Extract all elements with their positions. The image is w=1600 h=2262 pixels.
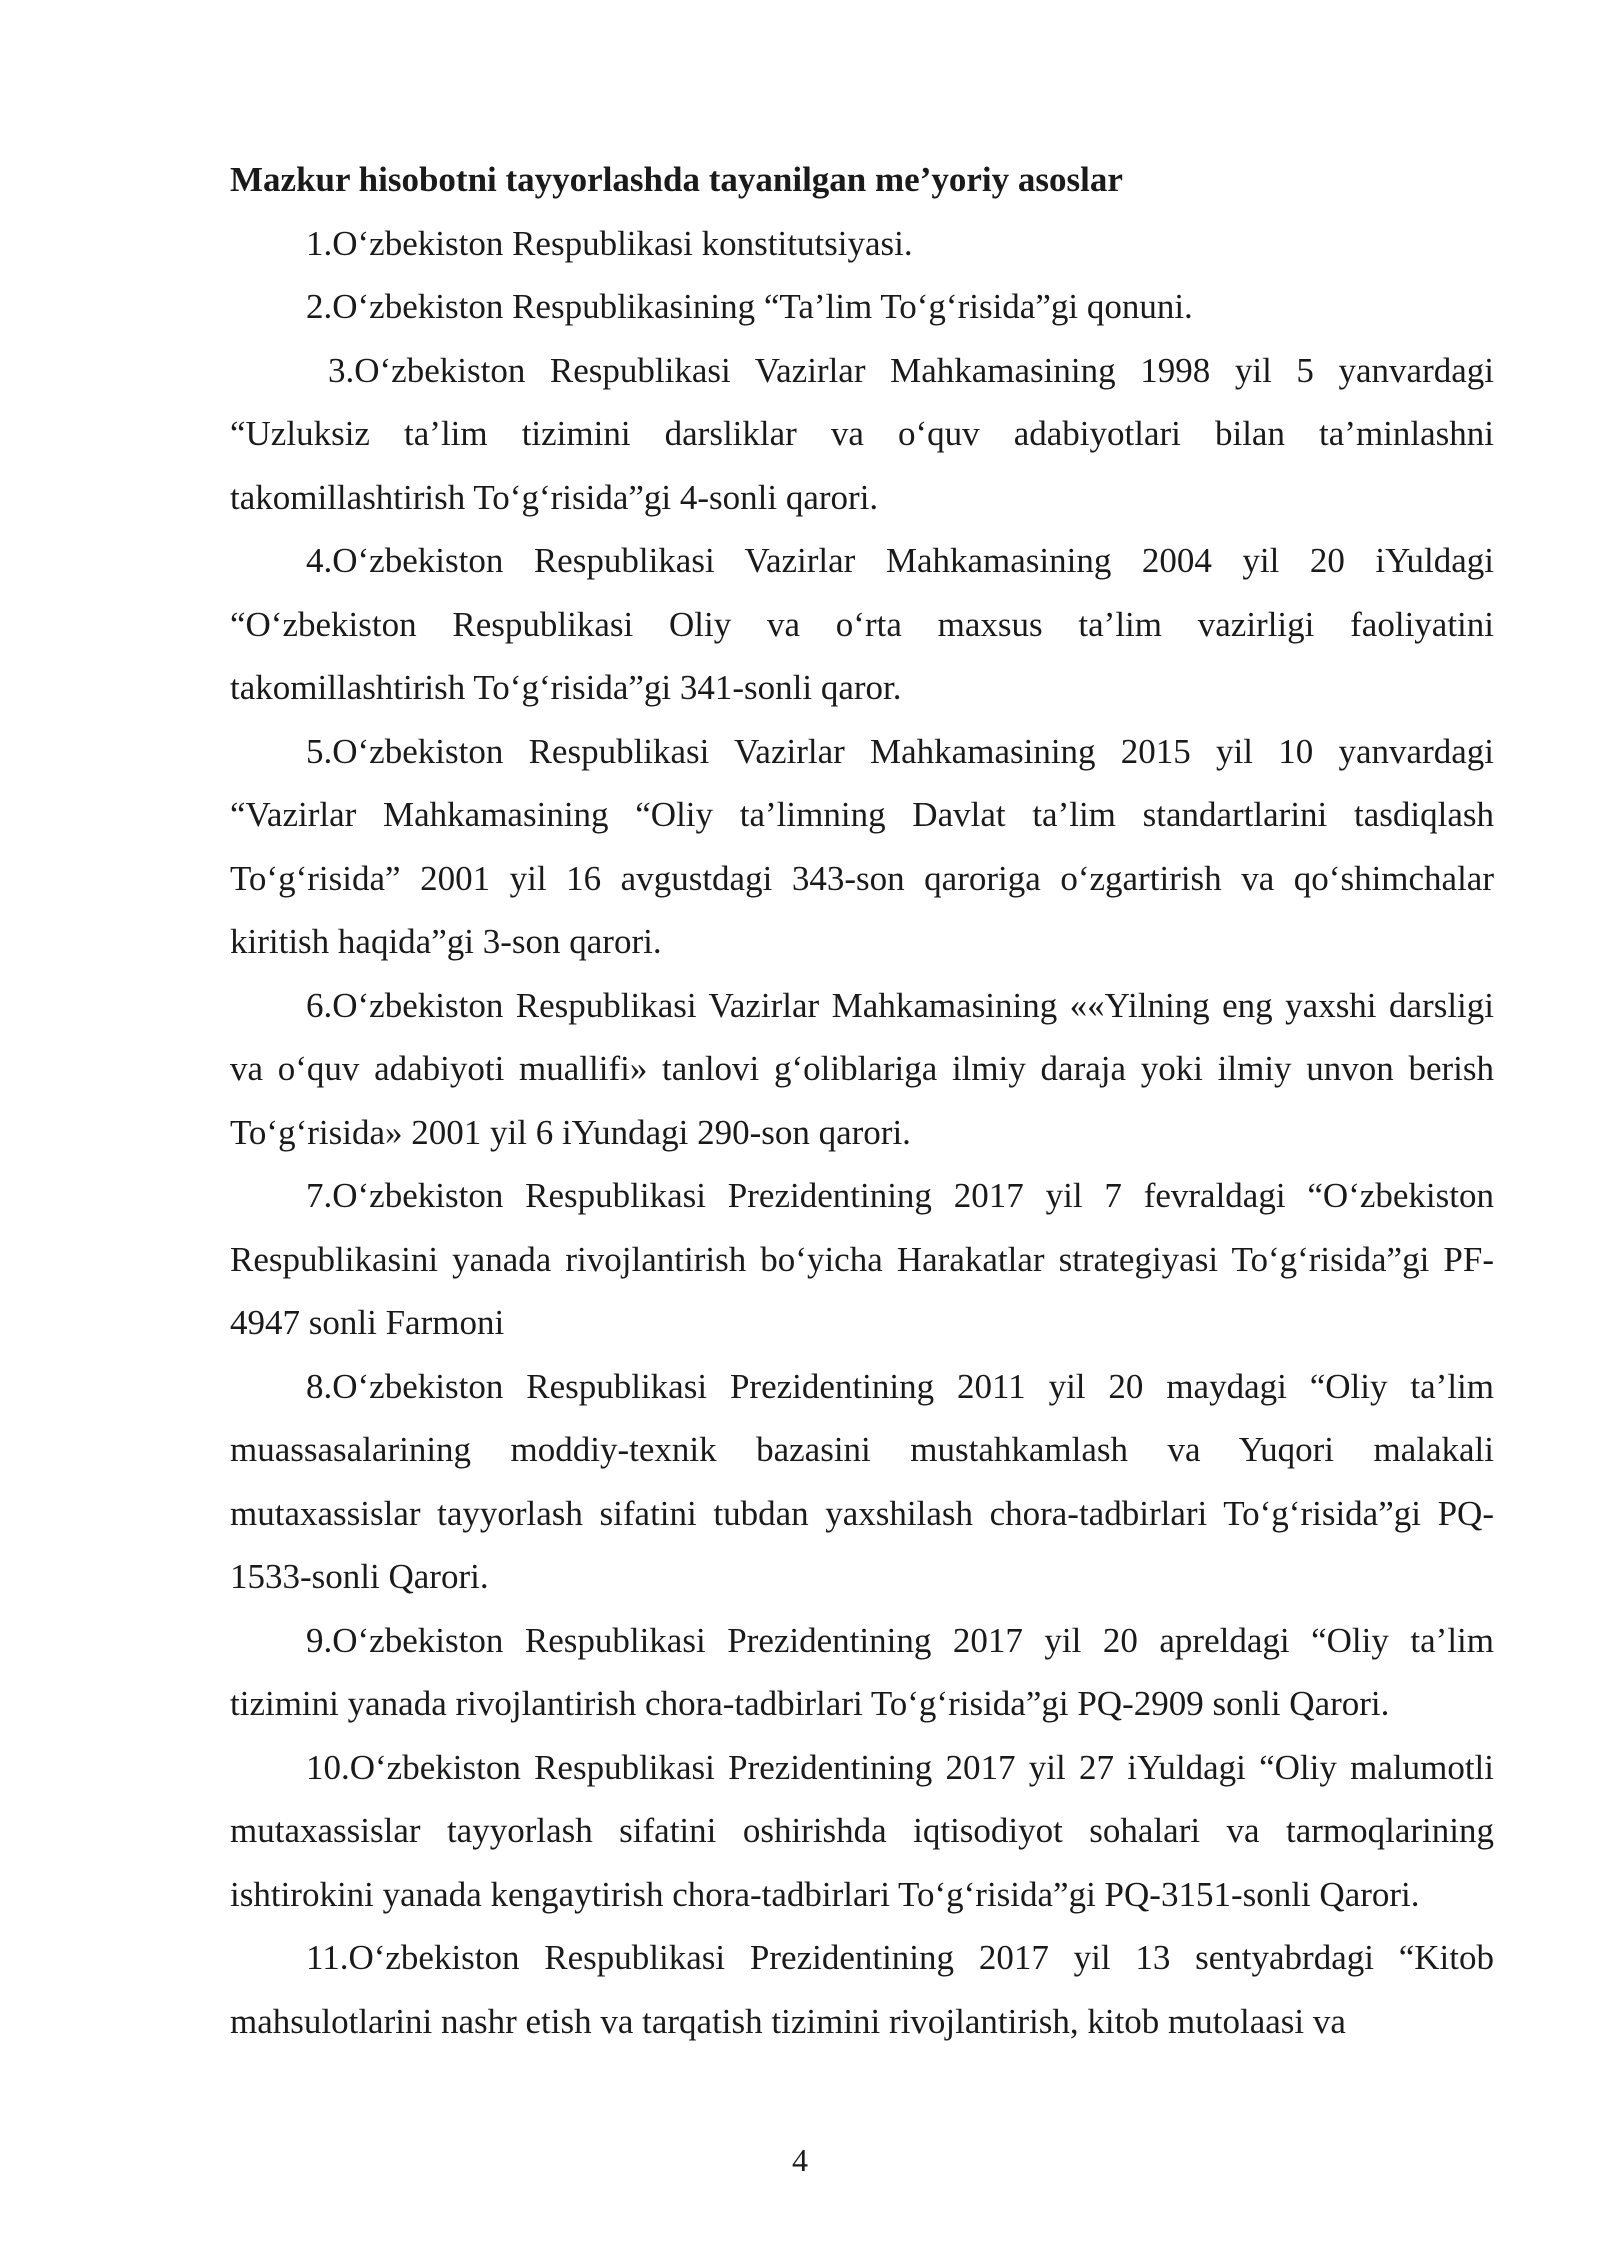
document-page xyxy=(230,148,1494,2053)
list-item-9: 9.O‘zbekiston Respublikasi Prezidentining 2017 yil 20 apreldagi “Oliy ta’lim tizimini yanada rivojlantirish chora-tadbirlari To‘g‘risida”gi PQ-2909 sonli Qarori. xyxy=(230,1620,1494,1723)
list-item-7: 7.O‘zbekiston Respublikasi Prezidentining 2017 yil 7 fevraldagi “O‘zbekiston Respublikasini yanada rivojlantirish bo‘yicha Harakatlar strategiyasi To‘g‘risida”gi PF-4947 sonli Farmoni xyxy=(230,1176,1494,1342)
page-heading: Mazkur hisobotni tayyorlashda tayanilgan me’yoriy asoslar xyxy=(230,160,1123,199)
list-item-3: 3.O‘zbekiston Respublikasi Vazirlar Mahkamasining 1998 yil 5 yanvardagi “Uzluksiz ta’lim tizimini darsliklar va o‘quv adabiyotlari bilan ta’minlashni takomillashtirish To‘g‘risida”gi 4-sonli qarori. xyxy=(230,350,1494,517)
page-number: 4 xyxy=(792,2142,808,2178)
list-item-10: 10.O‘zbekiston Respublikasi Prezidentining 2017 yil 27 iYuldagi “Oliy malumotli mutaxassislar tayyorlash sifatini oshirishda iqtisodiyot sohalari va tarmoqlarining ishtirokini yanada kengaytirish chora-tadbirlari To‘g‘risida”gi PQ-3151-sonli Qarori. xyxy=(230,1747,1494,1914)
list-item-1: 1.O‘zbekiston Respublikasi konstitutsiyasi. xyxy=(306,223,913,263)
list-item-5: 5.O‘zbekiston Respublikasi Vazirlar Mahkamasining 2015 yil 10 yanvardagi “Vazirlar Mahkamasining “Oliy ta’limning Davlat ta’lim standartlarini tasdiqlash To‘g‘risida” 2001 yil 16 avgustdagi 343-son qaroriga o‘zgartirish va qo‘shimchalar kiritish haqida”gi 3-son qarori. xyxy=(230,731,1494,961)
list-item-11: 11.O‘zbekiston Respublikasi Prezidentining 2017 yil 13 sentyabrdagi “Kitob mahsulotlarini nashr etish va tarqatish tizimini rivojlantirish, kitob mutolaasi va xyxy=(230,1938,1494,2041)
list-item-4: 4.O‘zbekiston Respublikasi Vazirlar Mahkamasining 2004 yil 20 iYuldagi “O‘zbekiston Respublikasi Oliy va o‘rta maxsus ta’lim vazirligi faoliyatini takomillashtirish To‘g‘risida”gi 341-sonli qaror. xyxy=(230,541,1494,707)
list-item-8: 8.O‘zbekiston Respublikasi Prezidentining 2011 yil 20 maydagi “Oliy ta’lim muassasalarining moddiy-texnik bazasini mustahkamlash va Yuqori malakali mutaxassislar tayyorlash sifatini tubdan yaxshilash chora-tadbirlari To‘g‘risida”gi PQ-1533-sonli Qarori. xyxy=(230,1366,1494,1596)
list-item-6: 6.O‘zbekiston Respublikasi Vazirlar Mahkamasining ««Yilning eng yaxshi darsligi va o‘quv adabiyoti muallifi» tanlovi g‘oliblariga ilmiy daraja yoki ilmiy unvon berish To‘g‘risida» 2001 yil 6 iYundagi 290-son qarori. xyxy=(230,985,1494,1152)
list-item-2: 2.O‘zbekiston Respublikasining “Ta’lim To‘g‘risida”gi qonuni. xyxy=(306,287,1193,326)
